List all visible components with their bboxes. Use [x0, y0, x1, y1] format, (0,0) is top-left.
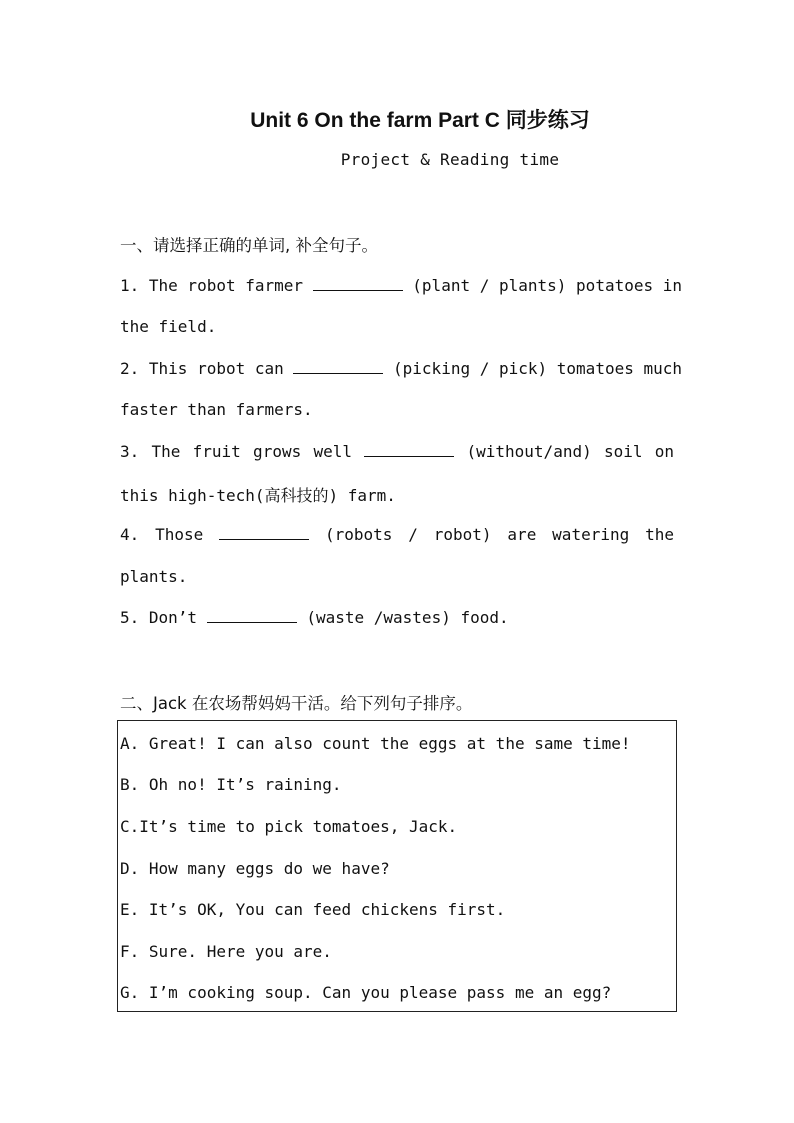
option-b: B. Oh no! It’s raining. [120, 775, 342, 794]
question-4 [120, 525, 674, 544]
answer-blank-5[interactable] [207, 608, 297, 623]
answer-blank-1[interactable] [313, 276, 403, 291]
question-2-text: 2. This robot can [120, 359, 294, 378]
question-3-continued: this high-tech(高科技的) farm. [120, 486, 396, 505]
page-subtitle: Project & Reading time [340, 150, 560, 169]
question-2 [120, 359, 683, 378]
answer-blank-4[interactable] [219, 525, 309, 540]
question-1-text: 1. The robot farmer [120, 276, 313, 295]
question-2-options: (picking / pick) tomatoes much [383, 359, 683, 378]
question-1 [120, 276, 683, 295]
question-5 [120, 608, 674, 627]
question-3-options: (without/and) soil on [454, 442, 675, 461]
option-d: D. How many eggs do we have? [120, 859, 390, 878]
option-a: A. Great! I can also count the eggs at the same time! [120, 734, 631, 753]
question-3-text: 3. The fruit grows well [120, 442, 365, 461]
section2-heading: 二、Jack 在农场帮妈妈干活。给下列句子排序。 [120, 694, 473, 713]
question-4-continued: plants. [120, 567, 188, 586]
sentence-options-box [117, 720, 677, 1012]
answer-blank-2[interactable] [293, 359, 383, 374]
answer-blank-3[interactable] [364, 442, 454, 457]
section1-heading: 一、请选择正确的单词, 补全句子。 [120, 236, 378, 255]
option-g: G. I’m cooking soup. Can you please pass me an egg? [120, 983, 612, 1002]
page-title: Unit 6 On the farm Part C 同步练习 [250, 109, 590, 132]
option-e: E. It’s OK, You can feed chickens first. [120, 900, 506, 919]
question-3 [120, 442, 674, 461]
question-1-options: (plant / plants) potatoes in [402, 276, 683, 295]
option-c: C.It’s time to pick tomatoes, Jack. [120, 817, 458, 836]
option-f: F. Sure. Here you are. [120, 942, 332, 961]
question-5-text: 5. Don’t [120, 608, 207, 627]
question-4-text: 4. Those [120, 525, 220, 544]
question-2-continued: faster than farmers. [120, 400, 313, 419]
question-5-options: (waste /wastes) food. [296, 608, 509, 627]
question-1-continued: the field. [120, 317, 217, 336]
question-4-options: (robots / robot) are watering the [309, 525, 674, 544]
